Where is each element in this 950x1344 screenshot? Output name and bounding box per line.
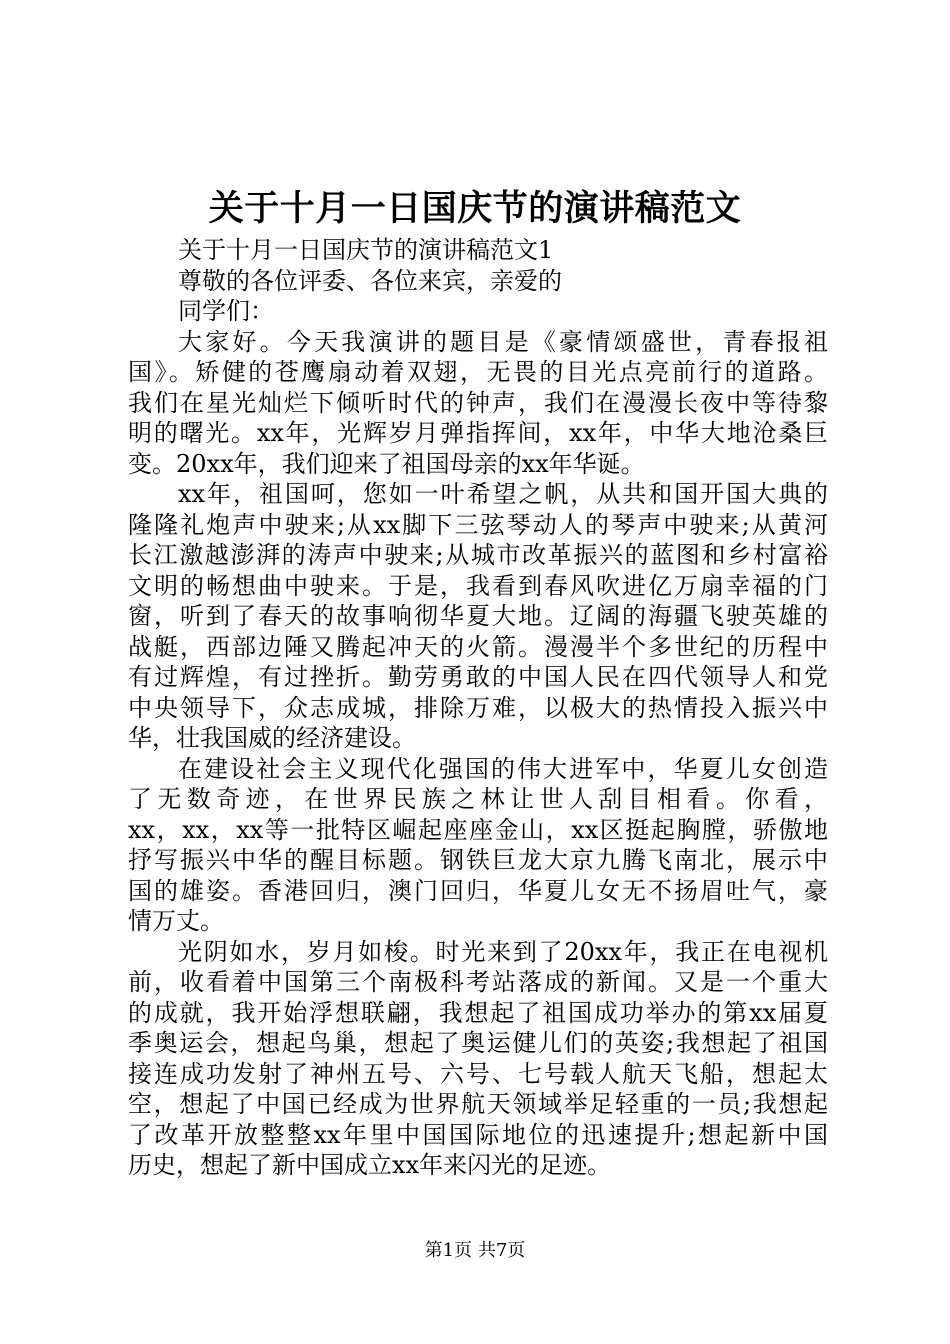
text-line: 变。20xx年，我们迎来了祖国母亲的xx年华诞。 <box>128 449 645 478</box>
document-title: 关于十月一日国庆节的演讲稿范文 <box>208 188 742 229</box>
text-line: xx年，祖国呵，您如一叶希望之帆，从共和国开国大典的 <box>178 480 828 508</box>
text-line: 光阴如水，岁月如梭。时光来到了20xx年，我正在电视机 <box>178 937 828 966</box>
text-line: 关于十月一日国庆节的演讲稿范文1 <box>178 236 554 264</box>
text-line: 国》。矫健的苍鹰扇动着双翅，无畏的目光点亮前行的道路。 <box>128 358 828 386</box>
text-line: 尊敬的各位评委、各位来宾，亲爱的 <box>178 266 562 295</box>
text-line: 季奥运会，想起鸟巢，想起了奥运健儿们的英姿;我想起了祖国 <box>128 1029 828 1057</box>
text-line: 华，壮我国威的经济建设。 <box>128 724 416 752</box>
text-line: 同学们： <box>178 297 274 325</box>
page-footer: 第1页 共7页 <box>424 1240 526 1261</box>
text-line: 长江激越澎湃的涛声中驶来;从城市改革振兴的蓝图和乡村富裕 <box>128 541 828 569</box>
text-line: 有过辉煌，有过挫折。勤劳勇敢的中国人民在四代领导人和党 <box>128 663 828 691</box>
text-line: 大家好。今天我演讲的题目是《豪情颂盛世，青春报祖 <box>178 327 828 356</box>
text-line: 中央领导下，众志成城，排除万难，以极大的热情投入振兴中 <box>128 693 828 722</box>
text-line: 在建设社会主义现代化强国的伟大进军中，华夏儿女创造 <box>178 754 828 783</box>
text-line: 抒写振兴中华的醒目标题。钢铁巨龙大京九腾飞南北，展示中 <box>128 846 828 874</box>
document-body <box>128 235 828 1181</box>
text-line: xx，xx，xx等一批特区崛起座座金山，xx区挺起胸膛，骄傲地 <box>128 815 828 844</box>
text-line: 历史，想起了新中国成立xx年来闪光的足迹。 <box>128 1151 612 1179</box>
text-line: 国的雄姿。香港回归，澳门回归，华夏儿女无不扬眉吐气，豪 <box>128 876 828 905</box>
text-line: 的成就，我开始浮想联翩，我想起了祖国成功举办的第xx届夏 <box>128 998 828 1027</box>
text-line: 接连成功发射了神州五号、六号、七号载人航天飞船，想起太 <box>128 1059 828 1088</box>
text-line: 了改革开放整整xx年里中国国际地位的迅速提升;想起新中国 <box>128 1120 828 1149</box>
text-line: 情万丈。 <box>128 907 224 935</box>
text-line: 前，收看着中国第三个南极科考站落成的新闻。又是一个重大 <box>128 968 828 996</box>
text-line: 战艇，西部边陲又腾起冲天的火箭。漫漫半个多世纪的历程中 <box>128 632 828 661</box>
text-line: 窗，听到了春天的故事响彻华夏大地。辽阔的海疆飞驶英雄的 <box>128 602 828 630</box>
text-line: 文明的畅想曲中驶来。于是，我看到春风吹进亿万扇幸福的门 <box>128 571 828 600</box>
text-line: 我们在星光灿烂下倾听时代的钟声，我们在漫漫长夜中等待黎 <box>128 388 828 417</box>
text-line: 了无数奇迹，在世界民族之林让世人刮目相看。你看， <box>128 785 828 813</box>
text-line: 明的曙光。xx年，光辉岁月弹指挥间，xx年，中华大地沧桑巨 <box>128 419 828 447</box>
text-line: 隆隆礼炮声中驶来;从xx脚下三弦琴动人的琴声中驶来;从黄河 <box>128 510 828 539</box>
text-line: 空，想起了中国已经成为世界航天领域举足轻重的一员;我想起 <box>128 1090 828 1118</box>
